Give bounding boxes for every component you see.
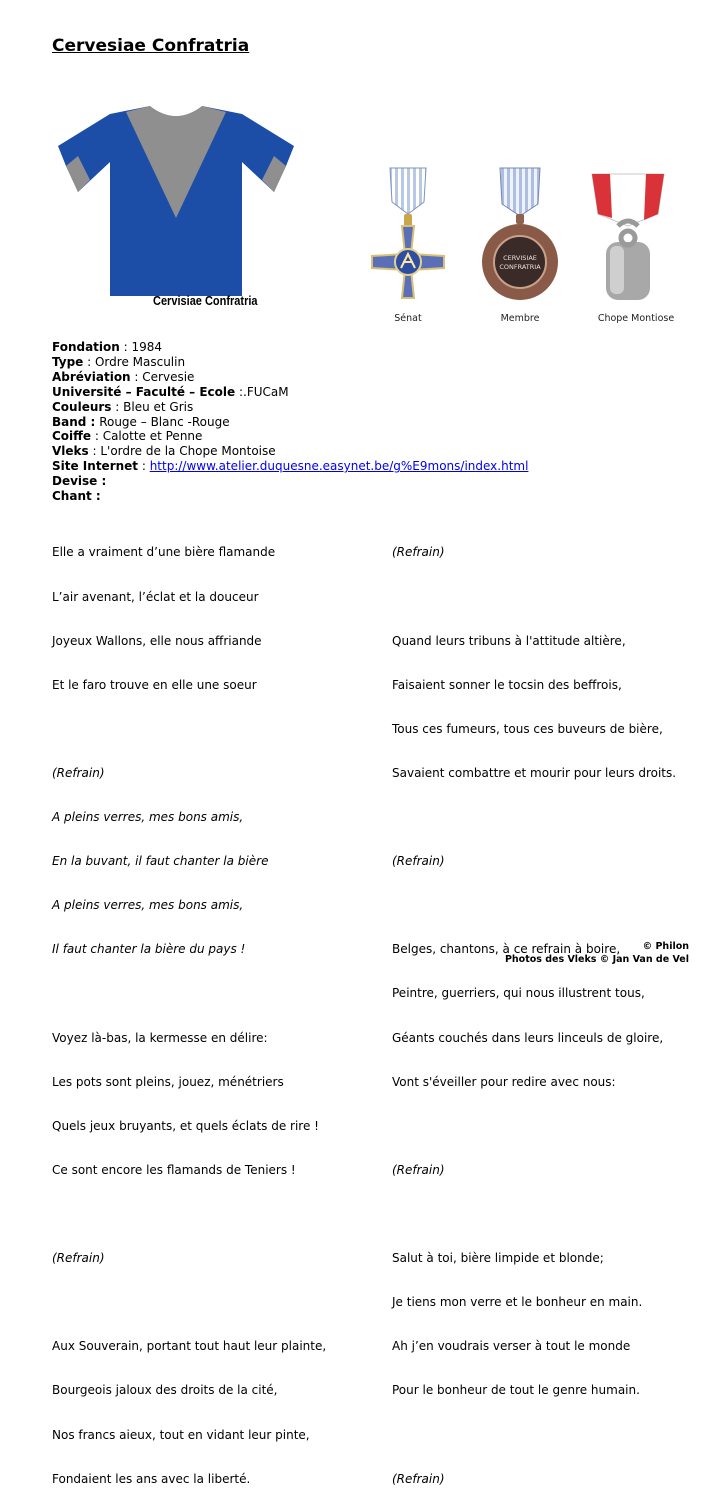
verse-line: Quand leurs tribuns à l'attitude altière, xyxy=(392,633,626,648)
verse-line: Belges, chantons, à ce refrain à boire, xyxy=(392,942,621,957)
site-link[interactable]: http://www.atelier.duquesne.easynet.be/g%E9mons/index.html xyxy=(149,459,529,474)
refrain-line: En la buvant, il faut chanter la bière xyxy=(52,854,269,869)
refrain-marker: (Refrain) xyxy=(392,545,445,560)
document-title: Cervesiae Confratria xyxy=(52,36,250,56)
verse-line: Tous ces fumeurs, tous ces buveurs de bière, xyxy=(392,721,663,736)
senat-medal xyxy=(368,164,448,310)
info-abreviation: Abréviation : Cervesie xyxy=(52,369,195,384)
membre-label: Membre xyxy=(500,313,540,324)
verse-line: Quels jeux bruyants, et quels éclats de rire ! xyxy=(52,1118,319,1133)
refrain-marker: (Refrain) xyxy=(52,765,105,780)
song-left-column xyxy=(52,516,326,1501)
info-vleks: Vleks : L'ordre de la Chope Montoise xyxy=(52,444,276,459)
shirt-illustration xyxy=(58,100,298,318)
refrain-line: A pleins verres, mes bons amis, xyxy=(52,898,244,913)
svg-text:CERVISIAE: CERVISIAE xyxy=(503,254,537,262)
verse-line: Faisaient sonner le tocsin des beffrois, xyxy=(392,677,622,692)
senat-label: Sénat xyxy=(394,313,422,324)
verse-line: Ce sont encore les flamands de Teniers ! xyxy=(52,1162,296,1177)
verse-line: L’air avenant, l’éclat et la douceur xyxy=(52,589,259,604)
verse-line: Savaient combattre et mourir pour leurs droits. xyxy=(392,765,677,780)
info-fondation: Fondation : 1984 xyxy=(52,340,163,354)
verse-line: Aux Souverain, portant tout haut leur plainte, xyxy=(52,1339,327,1354)
info-type: Type : Ordre Masculin xyxy=(52,354,186,369)
verse-line: Bourgeois jaloux des droits de la cité, xyxy=(52,1383,278,1398)
refrain-marker: (Refrain) xyxy=(392,1162,445,1177)
refrain-line: Il faut chanter la bière du pays ! xyxy=(52,942,246,957)
credit-author: © Philon xyxy=(642,941,689,952)
shirt-caption: Cervisiae Confratria xyxy=(153,294,258,308)
verse-line: Et le faro trouve en elle une soeur xyxy=(52,677,257,692)
info-block xyxy=(52,340,528,504)
refrain-marker: (Refrain) xyxy=(392,1471,445,1486)
membre-medal xyxy=(480,164,560,310)
info-chant: Chant : xyxy=(52,489,101,504)
chope-montiose-label: Chope Montiose xyxy=(597,313,675,324)
info-coiffe: Coiffe : Calotte et Penne xyxy=(52,429,203,444)
verse-line: Joyeux Wallons, elle nous affriande xyxy=(52,633,262,648)
info-site: Site Internet : http://www.atelier.duquesne.easynet.be/g%E9mons/index.html xyxy=(52,459,529,474)
verse-line: Peintre, guerriers, qui nous illustrent tous, xyxy=(392,986,645,1001)
verse-line: Vont s'éveiller pour redire avec nous: xyxy=(392,1074,616,1089)
info-band: Band : Rouge – Blanc -Rouge xyxy=(52,414,230,429)
verse-line: Je tiens mon verre et le bonheur en main. xyxy=(392,1295,643,1310)
verse-line: Pour le bonheur de tout le genre humain. xyxy=(392,1383,640,1398)
credits xyxy=(505,940,689,966)
verse-line: Salut à toi, bière limpide et blonde; xyxy=(392,1251,604,1266)
credit-photos: Photos des Vleks © Jan Van de Vel xyxy=(504,954,689,965)
refrain-line: A pleins verres, mes bons amis, xyxy=(52,810,244,825)
refrain-marker: (Refrain) xyxy=(392,854,445,869)
svg-text:CONFRATRIA: CONFRATRIA xyxy=(499,263,541,271)
song-right-column xyxy=(392,516,676,1501)
verse-line: Elle a vraiment d’une bière flamande xyxy=(52,545,276,560)
info-universite: Université – Faculté – Ecole :.FUCaM xyxy=(52,384,289,399)
info-devise: Devise : xyxy=(52,474,107,489)
verse-line: Nos francs aieux, tout en vidant leur pinte, xyxy=(52,1427,310,1442)
verse-line: Fondaient les ans avec la liberté. xyxy=(52,1471,251,1486)
verse-line: Voyez là-bas, la kermesse en délire: xyxy=(52,1030,268,1045)
refrain-marker: (Refrain) xyxy=(52,1251,105,1266)
verse-line: Ah j’en voudrais verser à tout le monde xyxy=(392,1339,631,1354)
chope-montiose-medal xyxy=(588,164,668,310)
info-couleurs: Couleurs : Bleu et Gris xyxy=(52,399,194,414)
verse-line: Les pots sont pleins, jouez, ménétriers xyxy=(52,1074,284,1089)
verse-line: Géants couchés dans leurs linceuls de gloire, xyxy=(392,1030,664,1045)
